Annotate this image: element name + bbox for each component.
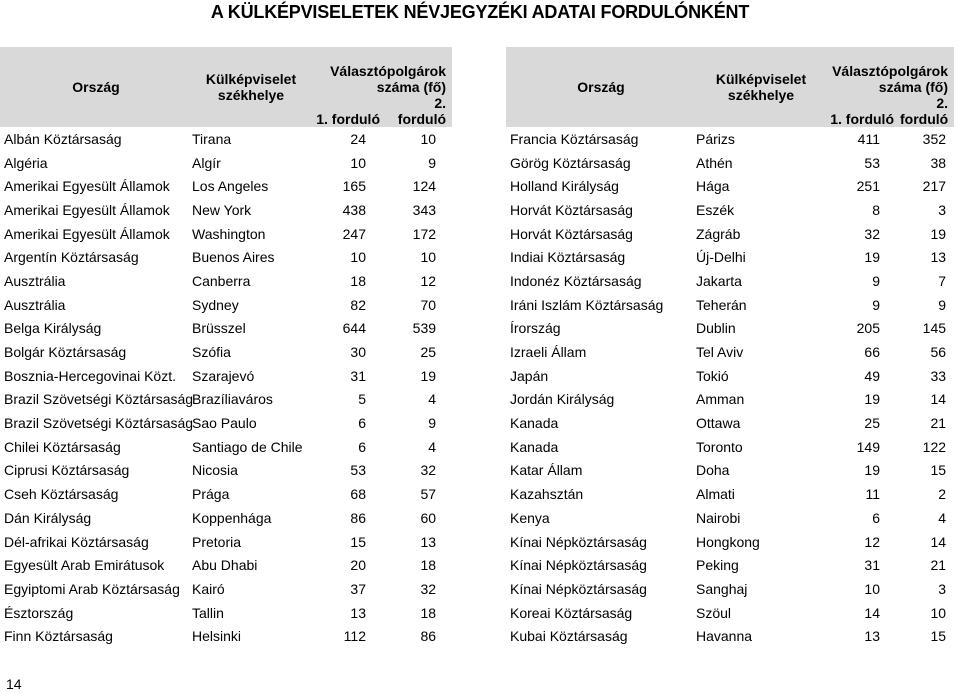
page-title: A KÜLKÉPVISELETEK NÉVJEGYZÉKI ADATAI FORDULÓNKÉNT — [210, 2, 750, 22]
table-row — [0, 388, 452, 412]
round1-value: 19 — [864, 391, 880, 408]
country-cell: Kenya — [510, 509, 550, 526]
country-cell: Kanada — [510, 438, 559, 455]
country-cell: Dél-afrikai Köztársaság — [4, 533, 149, 550]
seat-cell: Nairobi — [696, 509, 741, 526]
seat-cell: Athén — [696, 154, 733, 171]
round2-value: 13 — [930, 249, 947, 266]
round1-value: 6 — [872, 509, 880, 526]
round2-value: 14 — [930, 533, 947, 550]
country-cell: Jordán Királyság — [510, 391, 615, 408]
table-row — [0, 435, 452, 459]
table-row — [0, 530, 452, 554]
round2-value: 3 — [938, 201, 947, 218]
table-row — [0, 269, 452, 293]
seat-cell: Jakarta — [696, 272, 742, 289]
country-cell: Koreai Köztársaság — [510, 604, 633, 621]
round1-value: 14 — [864, 604, 880, 621]
round2-value: 4 — [938, 509, 947, 526]
country-cell: Amerikai Egyesült Államok — [4, 225, 170, 242]
round1-value: 10 — [350, 154, 366, 171]
table-row — [506, 459, 954, 483]
round2-value: 56 — [930, 344, 947, 361]
seat-cell: Los Angeles — [192, 178, 269, 195]
round1-value: 644 — [342, 320, 366, 337]
round2-value: 4 — [428, 391, 437, 408]
seat-cell: Amman — [696, 391, 745, 408]
round1-value: 13 — [350, 604, 366, 621]
round2-value: 9 — [428, 415, 437, 432]
seat-cell: Pretoria — [192, 533, 242, 550]
round1-value: 112 — [343, 628, 366, 645]
seat-cell: Brazíliaváros — [192, 391, 273, 408]
seat-cell: Algír — [192, 154, 221, 171]
table-row — [506, 364, 954, 388]
seat-cell: Szarajevó — [192, 367, 255, 384]
round2-value: 21 — [930, 557, 947, 574]
round2-value: 217 — [922, 178, 947, 195]
seat-cell: Abu Dhabi — [192, 557, 258, 574]
country-header: Ország — [506, 47, 696, 127]
voter-table-left — [0, 47, 452, 648]
seat-cell: Sao Paulo — [192, 415, 257, 432]
country-cell: Dán Királyság — [4, 509, 92, 526]
seat-cell: Brüsszel — [192, 320, 246, 337]
voters-header: Választópolgárok száma (fő) — [310, 47, 452, 95]
round1-value: 411 — [857, 130, 880, 147]
country-cell: Indonéz Köztársaság — [510, 272, 642, 289]
seat-cell: Canberra — [192, 272, 251, 289]
table-row — [0, 340, 452, 364]
country-cell: Cseh Köztársaság — [4, 486, 119, 503]
table-row — [0, 222, 452, 246]
seat-cell: Tel Aviv — [696, 344, 744, 361]
table-row — [0, 577, 452, 601]
round1-value: 37 — [350, 580, 366, 597]
country-cell: Amerikai Egyesült Államok — [4, 178, 170, 195]
table-row — [0, 624, 452, 648]
seat-cell: Szófia — [192, 344, 231, 361]
round1-value: 19 — [864, 462, 880, 479]
seat-header: Külképviselet székhelye — [192, 47, 310, 127]
round2-value: 38 — [930, 154, 947, 171]
country-cell: Brazil Szövetségi Köztársaság — [4, 391, 194, 408]
table-row — [0, 293, 452, 317]
round1-value: 86 — [350, 509, 366, 526]
country-cell: Izraeli Állam — [510, 344, 587, 361]
round2-value: 70 — [420, 296, 437, 313]
voters-header: Választópolgárok száma (fő) — [826, 47, 954, 95]
seat-cell: Koppenhága — [192, 509, 272, 526]
round2-value: 343 — [412, 201, 437, 218]
country-cell: Algéria — [4, 154, 48, 171]
table-row — [506, 530, 954, 554]
seat-cell: Nicosia — [192, 462, 238, 479]
round1-value: 20 — [350, 557, 366, 574]
round2-header: 2. forduló — [386, 95, 452, 127]
round1-value: 247 — [342, 225, 366, 242]
round2-value: 25 — [420, 344, 437, 361]
table-row — [506, 577, 954, 601]
seat-cell: Párizs — [696, 130, 735, 147]
country-cell: Indiai Köztársaság — [510, 249, 626, 266]
table-row — [0, 151, 452, 175]
round2-value: 10 — [930, 604, 947, 621]
country-cell: Katar Állam — [510, 462, 583, 479]
seat-cell: Dublin — [696, 320, 736, 337]
table-row — [0, 245, 452, 269]
round1-value: 15 — [350, 533, 366, 550]
table-row — [506, 174, 954, 198]
round1-value: 149 — [856, 438, 880, 455]
seat-header: Külképviselet székhelye — [696, 47, 826, 127]
voter-table-right — [506, 47, 954, 648]
round1-value: 11 — [865, 486, 880, 503]
country-cell: Iráni Iszlám Köztársaság — [510, 296, 664, 313]
round1-value: 165 — [342, 178, 366, 195]
country-cell: Albán Köztársaság — [4, 130, 122, 147]
seat-cell: Eszék — [696, 201, 735, 218]
seat-cell: Doha — [696, 462, 730, 479]
round2-value: 14 — [930, 391, 947, 408]
round2-value: 10 — [420, 249, 437, 266]
table-row — [506, 388, 954, 412]
table-row — [506, 293, 954, 317]
round1-value: 5 — [358, 391, 366, 408]
table-body-left — [0, 127, 452, 648]
table-row — [506, 222, 954, 246]
round1-value: 49 — [864, 367, 880, 384]
country-cell: Írország — [510, 320, 561, 337]
round1-value: 12 — [864, 533, 880, 550]
table-row — [506, 601, 954, 625]
table-row — [506, 317, 954, 341]
round2-value: 10 — [420, 130, 437, 147]
seat-cell: Sydney — [192, 296, 239, 313]
country-cell: Finn Köztársaság — [4, 628, 113, 645]
round2-value: 13 — [420, 533, 437, 550]
round2-value: 539 — [412, 320, 437, 337]
round1-value: 24 — [350, 130, 366, 147]
seat-cell: Ottawa — [696, 415, 741, 432]
seat-cell: Peking — [696, 557, 739, 574]
round1-header: 1. forduló — [826, 95, 900, 127]
round2-value: 21 — [930, 415, 947, 432]
seat-cell: Tallin — [192, 604, 224, 621]
table-row — [506, 198, 954, 222]
table-row — [0, 459, 452, 483]
table-row — [506, 624, 954, 648]
round1-value: 8 — [872, 201, 880, 218]
seat-cell: Hága — [696, 178, 730, 195]
round1-value: 82 — [350, 296, 366, 313]
seat-cell: Toronto — [696, 438, 743, 455]
seat-cell: Sanghaj — [696, 580, 748, 597]
country-cell: Holland Királyság — [510, 178, 619, 195]
round2-value: 9 — [428, 154, 437, 171]
table-row — [0, 411, 452, 435]
round1-value: 251 — [856, 178, 880, 195]
country-cell: Amerikai Egyesült Államok — [4, 201, 170, 218]
round2-value: 124 — [412, 178, 437, 195]
table-row — [0, 317, 452, 341]
round2-value: 352 — [922, 130, 947, 147]
country-cell: Francia Köztársaság — [510, 130, 639, 147]
seat-cell: Santiago de Chile — [192, 438, 303, 455]
seat-cell: Új-Delhi — [696, 249, 746, 266]
country-cell: Ausztrália — [4, 272, 66, 289]
round2-value: 18 — [420, 557, 437, 574]
country-cell: Kínai Népköztársaság — [510, 557, 647, 574]
round1-value: 6 — [358, 438, 366, 455]
table-row — [506, 340, 954, 364]
table-row — [506, 506, 954, 530]
round2-header: 2. forduló — [900, 95, 954, 127]
round1-value: 66 — [864, 344, 880, 361]
country-cell: Egyiptomi Arab Köztársaság — [4, 580, 180, 597]
seat-cell: Tirana — [192, 130, 232, 147]
seat-cell: Washington — [192, 225, 266, 242]
seat-cell: Buenos Aires — [192, 249, 275, 266]
round2-value: 4 — [428, 438, 437, 455]
table-row — [0, 506, 452, 530]
round1-value: 53 — [350, 462, 366, 479]
country-cell: Bosznia-Hercegovinai Közt. — [4, 367, 176, 384]
round2-value: 33 — [930, 367, 947, 384]
round1-value: 10 — [350, 249, 366, 266]
round2-value: 86 — [420, 628, 437, 645]
seat-cell: Hongkong — [696, 533, 760, 550]
round1-value: 13 — [864, 628, 880, 645]
country-cell: Brazil Szövetségi Köztársaság — [4, 415, 194, 432]
table-row — [506, 553, 954, 577]
round2-value: 32 — [420, 580, 437, 597]
round1-value: 9 — [872, 272, 880, 289]
round2-value: 18 — [420, 604, 437, 621]
country-cell: Észtország — [4, 604, 74, 621]
table-row — [0, 174, 452, 198]
table-row — [506, 151, 954, 175]
country-cell: Kanada — [510, 415, 559, 432]
country-cell: Horvát Köztársaság — [510, 225, 633, 242]
table-row — [0, 198, 452, 222]
country-header: Ország — [0, 47, 192, 127]
table-row — [0, 601, 452, 625]
round2-value: 15 — [930, 628, 947, 645]
round2-value: 9 — [938, 296, 947, 313]
round1-value: 19 — [864, 249, 880, 266]
country-cell: Japán — [510, 367, 549, 384]
country-cell: Kubai Köztársaság — [510, 628, 628, 645]
round1-value: 25 — [864, 415, 880, 432]
country-cell: Ciprusi Köztársaság — [4, 462, 130, 479]
round2-value: 12 — [420, 272, 437, 289]
round2-value: 145 — [922, 320, 947, 337]
round2-value: 15 — [930, 462, 947, 479]
round1-value: 53 — [864, 154, 880, 171]
country-cell: Kazahsztán — [510, 486, 584, 503]
country-cell: Kínai Népköztársaság — [510, 580, 647, 597]
table-row — [506, 435, 954, 459]
country-cell: Ausztrália — [4, 296, 66, 313]
round2-value: 3 — [938, 580, 947, 597]
round1-value: 32 — [864, 225, 880, 242]
round2-value: 19 — [930, 225, 947, 242]
seat-cell: Szöul — [696, 604, 732, 621]
round2-value: 7 — [938, 272, 947, 289]
round1-value: 205 — [856, 320, 880, 337]
seat-cell: New York — [192, 201, 252, 218]
seat-cell: Kairó — [192, 580, 225, 597]
seat-cell: Tokió — [696, 367, 729, 384]
round1-value: 68 — [350, 486, 366, 503]
table-row — [0, 364, 452, 388]
round1-value: 31 — [350, 367, 366, 384]
round1-value: 31 — [864, 557, 880, 574]
round1-value: 18 — [350, 272, 366, 289]
round2-value: 57 — [420, 486, 437, 503]
table-row — [506, 482, 954, 506]
table-body-right — [506, 127, 954, 648]
table-row — [506, 269, 954, 293]
country-cell: Bolgár Köztársaság — [4, 344, 127, 361]
country-cell: Chilei Köztársaság — [4, 438, 121, 455]
seat-cell: Zágráb — [696, 225, 741, 242]
round2-value: 172 — [412, 225, 437, 242]
seat-cell: Teherán — [696, 296, 747, 313]
seat-cell: Helsinki — [192, 628, 242, 645]
table-row — [0, 127, 452, 151]
table-row — [506, 411, 954, 435]
round2-value: 32 — [420, 462, 437, 479]
table-row — [506, 127, 954, 151]
country-cell: Kínai Népköztársaság — [510, 533, 647, 550]
page-number: 14 — [6, 676, 22, 692]
round1-value: 9 — [872, 296, 880, 313]
round2-value: 122 — [922, 438, 947, 455]
round1-value: 6 — [358, 415, 366, 432]
seat-cell: Havanna — [696, 628, 753, 645]
table-row — [0, 482, 452, 506]
country-cell: Argentín Köztársaság — [4, 249, 139, 266]
round2-value: 19 — [420, 367, 437, 384]
country-cell: Belga Királyság — [4, 320, 102, 337]
round2-value: 2 — [938, 486, 947, 503]
round1-value: 30 — [350, 344, 366, 361]
table-row — [0, 553, 452, 577]
round2-value: 60 — [420, 509, 437, 526]
seat-cell: Almati — [696, 486, 735, 503]
round1-value: 10 — [864, 580, 880, 597]
table-row — [506, 245, 954, 269]
seat-cell: Prága — [192, 486, 230, 503]
country-cell: Horvát Köztársaság — [510, 201, 633, 218]
round1-value: 438 — [342, 201, 366, 218]
country-cell: Egyesült Arab Emirátusok — [4, 557, 165, 574]
country-cell: Görög Köztársaság — [510, 154, 631, 171]
round1-header: 1. forduló — [310, 95, 386, 127]
